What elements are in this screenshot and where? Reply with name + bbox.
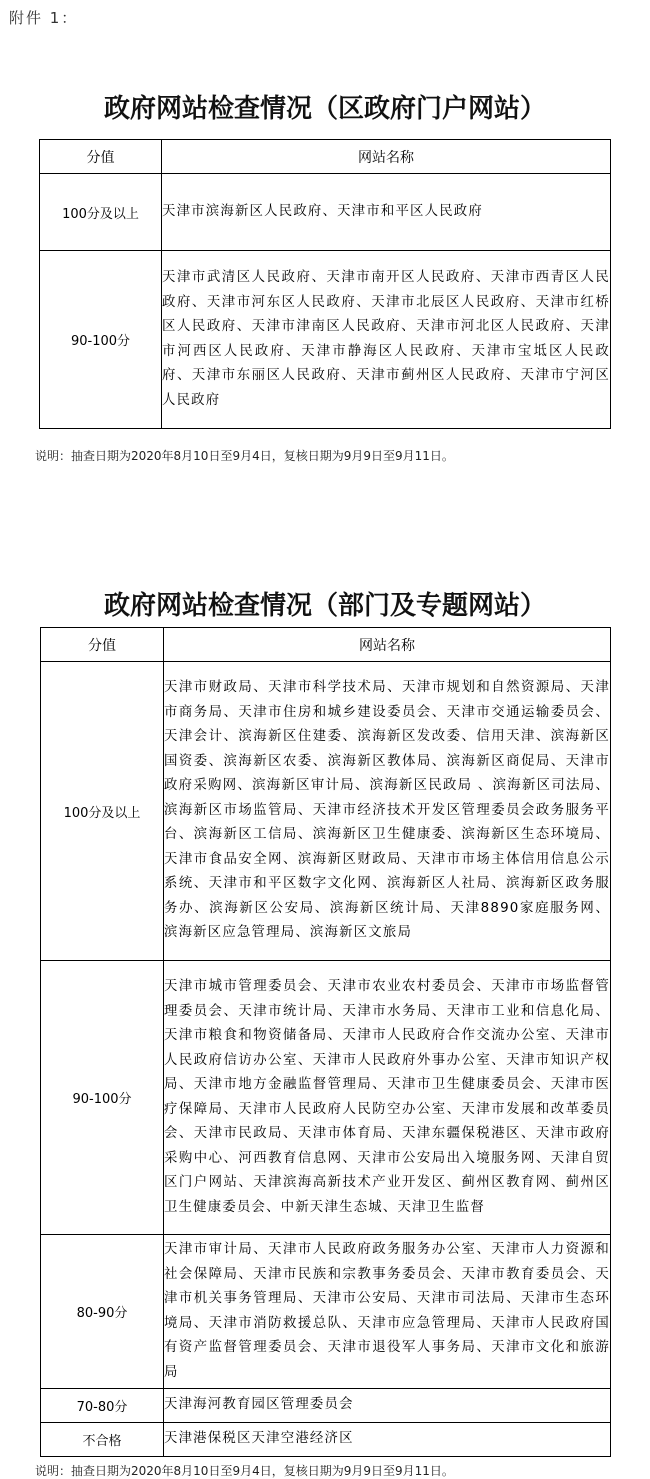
district-portal-table xyxy=(39,139,611,429)
score-cell: 不合格 xyxy=(41,1423,164,1457)
table-row xyxy=(41,662,611,961)
table-row xyxy=(40,251,611,429)
sites-cell: 天津市滨海新区人民政府、天津市和平区人民政府 xyxy=(162,174,611,251)
score-cell: 90-100分 xyxy=(40,251,162,429)
table-row xyxy=(40,174,611,251)
header-score: 分值 xyxy=(40,140,162,174)
table2-note: 说明：抽查日期为2020年8月10日至9月4日，复核日期为9月9日至9月11日。 xyxy=(35,1464,454,1478)
score-cell: 70-80分 xyxy=(41,1389,164,1423)
score-cell: 90-100分 xyxy=(41,961,164,1235)
sites-cell: 天津市审计局、天津市人民政府政务服务办公室、天津市人力资源和社会保障局、天津市民族和宗教事务委员会、天津市教育委员会、天津市机关事务管理局、天津市公安局、天津市司法局、天津市生态环境局、天津市消防救援总队、天津市应急管理局、天津市人民政府国有资产监督管理委员会、天津市退役军人事务局、天津市文化和旅游局 xyxy=(164,1235,611,1389)
score-cell: 100分及以上 xyxy=(41,662,164,961)
sites-cell: 天津市武清区人民政府、天津市南开区人民政府、天津市西青区人民政府、天津市河东区人民政府、天津市北辰区人民政府、天津市红桥区人民政府、天津市津南区人民政府、天津市河北区人民政府、天津市河西区人民政府、天津市静海区人民政府、天津市宝坻区人民政府、天津市东丽区人民政府、天津市蓟州区人民政府、天津市宁河区人民政府 xyxy=(162,251,611,429)
table-header-row xyxy=(41,628,611,662)
header-score: 分值 xyxy=(41,628,164,662)
sites-cell: 天津海河教育园区管理委员会 xyxy=(164,1389,611,1423)
table1-note: 说明：抽查日期为2020年8月10日至9月4日，复核日期为9月9日至9月11日。 xyxy=(35,449,454,463)
attachment-label: 附件 1： xyxy=(9,9,79,27)
table-row xyxy=(41,1389,611,1423)
header-site-name: 网站名称 xyxy=(162,140,611,174)
sites-cell: 天津港保税区天津空港经济区 xyxy=(164,1423,611,1457)
table-header-row xyxy=(40,140,611,174)
table1-title: 政府网站检查情况（区政府门户网站） xyxy=(103,94,546,124)
department-site-table xyxy=(40,627,611,1457)
score-cell: 80-90分 xyxy=(41,1235,164,1389)
sites-cell: 天津市财政局、天津市科学技术局、天津市规划和自然资源局、天津市商务局、天津市住房和城乡建设委员会、天津市交通运输委员会、天津会计、滨海新区住建委、滨海新区发改委、信用天津、滨海新区国资委、滨海新区农委、滨海新区教体局、滨海新区商促局、天津市政府采购网、滨海新区审计局、滨海新区民政局 、滨海新区司法局、滨海新区市场监管局、天津市经济技术开发区管理委员会政务服务平台、滨海新区工信局、滨海新区卫生健康委、滨海新区生态环境局、天津市食品安全网、滨海新区财政局、天津市市场主体信用信息公示系统、天津市和平区数字文化网、滨海新区人社局、滨海新区政务服务办、滨海新区公安局、滨海新区统计局、天津8890家庭服务网、滨海新区应急管理局、滨海新区文旅局 xyxy=(164,662,611,961)
score-cell: 100分及以上 xyxy=(40,174,162,251)
table-row xyxy=(41,961,611,1235)
header-site-name: 网站名称 xyxy=(164,628,611,662)
table-row xyxy=(41,1423,611,1457)
table2-title: 政府网站检查情况（部门及专题网站） xyxy=(103,591,546,621)
table-row xyxy=(41,1235,611,1389)
sites-cell: 天津市城市管理委员会、天津市农业农村委员会、天津市市场监督管理委员会、天津市统计局、天津市水务局、天津市工业和信息化局、天津市粮食和物资储备局、天津市人民政府合作交流办公室、天津市人民政府信访办公室、天津市人民政府外事办公室、天津市知识产权局、天津市地方金融监督管理局、天津市卫生健康委员会、天津市医疗保障局、天津市人民政府人民防空办公室、天津市发展和改革委员会、天津市民政局、天津市体育局、天津东疆保税港区、天津市政府采购中心、河西教育信息网、天津市公安局出入境服务网、天津自贸区门户网站、天津滨海高新技术产业开发区、蓟州区教育网、蓟州区卫生健康委员会、中新天津生态城、天津卫生监督 xyxy=(164,961,611,1235)
